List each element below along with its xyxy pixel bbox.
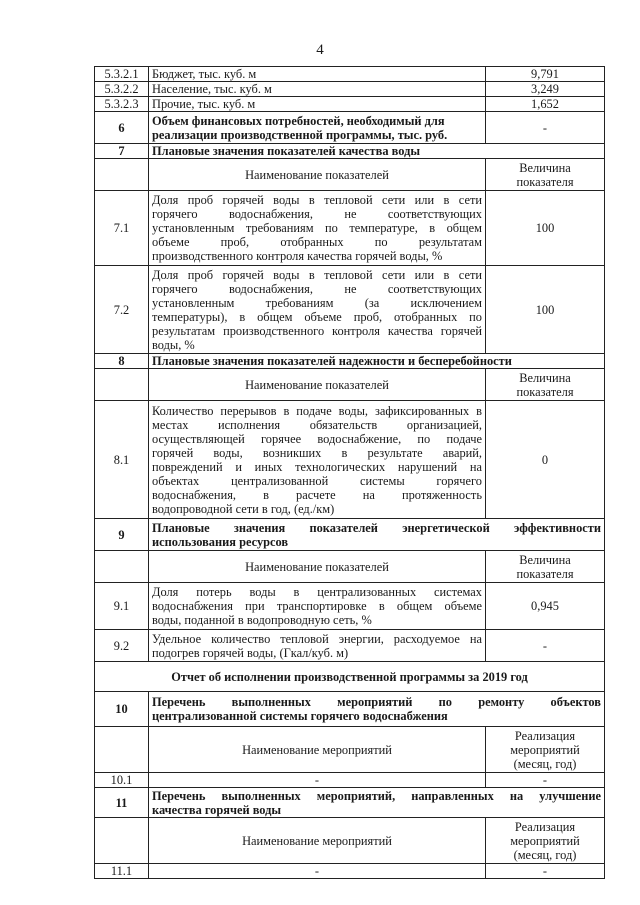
row-value: 3,249 — [486, 82, 605, 97]
value-header — [486, 818, 605, 864]
section-title-line: централизованной системы горячего водоснабжения — [152, 709, 448, 723]
value-header — [486, 159, 605, 191]
table-row — [95, 401, 605, 519]
label-line: установленным требованиям по температуре, в общем — [152, 221, 482, 235]
label-line: Доля проб горячей воды в тепловой сети или в сети — [152, 193, 482, 207]
value-header-line: Величина — [519, 370, 571, 385]
label-line: объектах централизованной системы горячего — [152, 473, 482, 488]
section-row — [95, 144, 605, 159]
section-title-line: Перечень выполненных мероприятий по ремонту объектов — [152, 695, 601, 709]
value-header-line: Величина — [519, 160, 571, 175]
label-line: Количество перерывов в подаче воды, зафиксированных в — [152, 403, 482, 418]
row-label — [149, 630, 486, 662]
value-header-line: показателя — [516, 566, 574, 581]
table-row — [95, 191, 605, 266]
label-line: водопроводной сети в год, (ед./км) — [152, 501, 335, 516]
section-title-line: использования ресурсов — [152, 534, 289, 549]
empty-cell — [95, 369, 149, 401]
table-row — [95, 97, 605, 112]
row-label: Население, тыс. куб. м — [149, 82, 486, 97]
row-label — [149, 191, 486, 266]
label-line: установленным требованиям (за исключением — [152, 295, 482, 310]
value-header — [486, 551, 605, 583]
section-number: 6 — [95, 112, 149, 144]
label-line: температуры), в общем объеме проб, отобранных по — [152, 309, 482, 324]
table-row — [95, 773, 605, 788]
row-number: 7.2 — [95, 266, 149, 354]
section-title: Плановые значения показателей надежности и бесперебойности — [149, 354, 605, 369]
row-value: 1,652 — [486, 97, 605, 112]
label-line: производственного контроля качества горячей воды, % — [152, 249, 443, 263]
empty-cell — [95, 818, 149, 864]
value-header-line: показателя — [516, 174, 574, 189]
row-number: 7.1 — [95, 191, 149, 266]
header-row — [95, 551, 605, 583]
row-value: 0,945 — [486, 583, 605, 630]
section-label — [149, 112, 486, 144]
section-number: 11 — [95, 788, 149, 818]
row-value: - — [486, 864, 605, 879]
section-number: 7 — [95, 144, 149, 159]
row-value: 100 — [486, 191, 605, 266]
section-label-line: реализации производственной программы, тыс. руб. — [152, 127, 448, 142]
empty-cell — [95, 159, 149, 191]
row-number: 8.1 — [95, 401, 149, 519]
row-number: 9.1 — [95, 583, 149, 630]
section-title — [149, 519, 605, 551]
section-row — [95, 112, 605, 144]
name-header: Наименование показателей — [149, 369, 486, 401]
name-header: Наименование мероприятий — [149, 818, 486, 864]
row-number: 5.3.2.2 — [95, 82, 149, 97]
empty-cell — [95, 727, 149, 773]
name-header: Наименование мероприятий — [149, 727, 486, 773]
section-row — [95, 354, 605, 369]
section-row — [95, 788, 605, 818]
label-line: повреждений и иных технологических нарушений на — [152, 459, 482, 474]
label-line: объеме проб, отобранных по результатам — [152, 235, 482, 249]
label-line: воды, % — [152, 337, 195, 352]
section-number: 9 — [95, 519, 149, 551]
table-row — [95, 864, 605, 879]
table-row — [95, 583, 605, 630]
row-number: 11.1 — [95, 864, 149, 879]
label-line: Удельное количество тепловой энергии, расходуемое на — [152, 631, 482, 646]
section-row — [95, 692, 605, 727]
section-row — [95, 519, 605, 551]
value-header — [486, 369, 605, 401]
table-row — [95, 67, 605, 82]
header-row — [95, 818, 605, 864]
value-header-line: (месяц, год) — [513, 847, 577, 862]
report-row — [95, 662, 605, 692]
label-line: воды, поданной в водопроводную сеть, % — [152, 613, 372, 627]
row-value: - — [486, 773, 605, 788]
report-title: Отчет об исполнении производственной программы за 2019 год — [95, 662, 605, 692]
page-number: 4 — [316, 42, 324, 58]
row-label: - — [149, 773, 486, 788]
name-header: Наименование показателей — [149, 551, 486, 583]
empty-cell — [95, 551, 149, 583]
row-value: 100 — [486, 266, 605, 354]
value-header-line: Реализация — [514, 819, 576, 834]
row-label: - — [149, 864, 486, 879]
header-row — [95, 159, 605, 191]
header-row — [95, 727, 605, 773]
value-header-line: показателя — [516, 384, 574, 399]
section-title — [149, 788, 605, 818]
section-number: 10 — [95, 692, 149, 727]
value-header-line: мероприятий — [510, 742, 580, 757]
label-line: местах исполнения обязательств организацией, — [152, 417, 482, 432]
label-line: водоснабжения при транспортировке в общем объеме — [152, 599, 482, 613]
row-label: Бюджет, тыс. куб. м — [149, 67, 486, 82]
label-line: горячей воды, возникших в результате аварий, — [152, 445, 482, 460]
table-row — [95, 266, 605, 354]
section-title-line: Перечень выполненных мероприятий, направленных на улучшение — [152, 788, 601, 803]
program-table — [94, 66, 605, 879]
row-value: 9,791 — [486, 67, 605, 82]
value-header-line: (месяц, год) — [513, 756, 577, 771]
row-value: 0 — [486, 401, 605, 519]
name-header: Наименование показателей — [149, 159, 486, 191]
label-line: осуществляющей горячее водоснабжение, по подаче — [152, 431, 482, 446]
label-line: Доля потерь воды в централизованных системах — [152, 585, 482, 599]
table-row — [95, 82, 605, 97]
row-label — [149, 266, 486, 354]
row-number: 10.1 — [95, 773, 149, 788]
row-label — [149, 401, 486, 519]
row-number: 5.3.2.3 — [95, 97, 149, 112]
value-header-line: Величина — [519, 552, 571, 567]
section-title — [149, 692, 605, 727]
section-value: - — [486, 112, 605, 144]
section-title: Плановые значения показателей качества воды — [149, 144, 605, 159]
label-line: Доля проб горячей воды в тепловой сети или в сети — [152, 267, 482, 282]
row-label: Прочие, тыс. куб. м — [149, 97, 486, 112]
label-line: водоснабжения, в расчете на протяженность — [152, 487, 482, 502]
section-title-line: Плановые значения показателей энергетической эффективности — [152, 520, 601, 535]
value-header-line: Реализация — [514, 728, 576, 743]
header-row — [95, 369, 605, 401]
section-label-line: Объем финансовых потребностей, необходимый для — [152, 113, 445, 128]
table-row — [95, 630, 605, 662]
section-title-line: качества горячей воды — [152, 802, 282, 817]
row-number: 9.2 — [95, 630, 149, 662]
row-label — [149, 583, 486, 630]
section-number: 8 — [95, 354, 149, 369]
value-header — [486, 727, 605, 773]
row-value: - — [486, 630, 605, 662]
row-number: 5.3.2.1 — [95, 67, 149, 82]
value-header-line: мероприятий — [510, 833, 580, 848]
label-line: подогрев горячей воды, (Гкал/куб. м) — [152, 645, 349, 660]
label-line: результатам производственного контроля качества горячей — [152, 323, 482, 338]
label-line: горячего водоснабжения, не соответствующих — [152, 281, 482, 296]
label-line: горячего водоснабжения, не соответствующих — [152, 207, 482, 221]
